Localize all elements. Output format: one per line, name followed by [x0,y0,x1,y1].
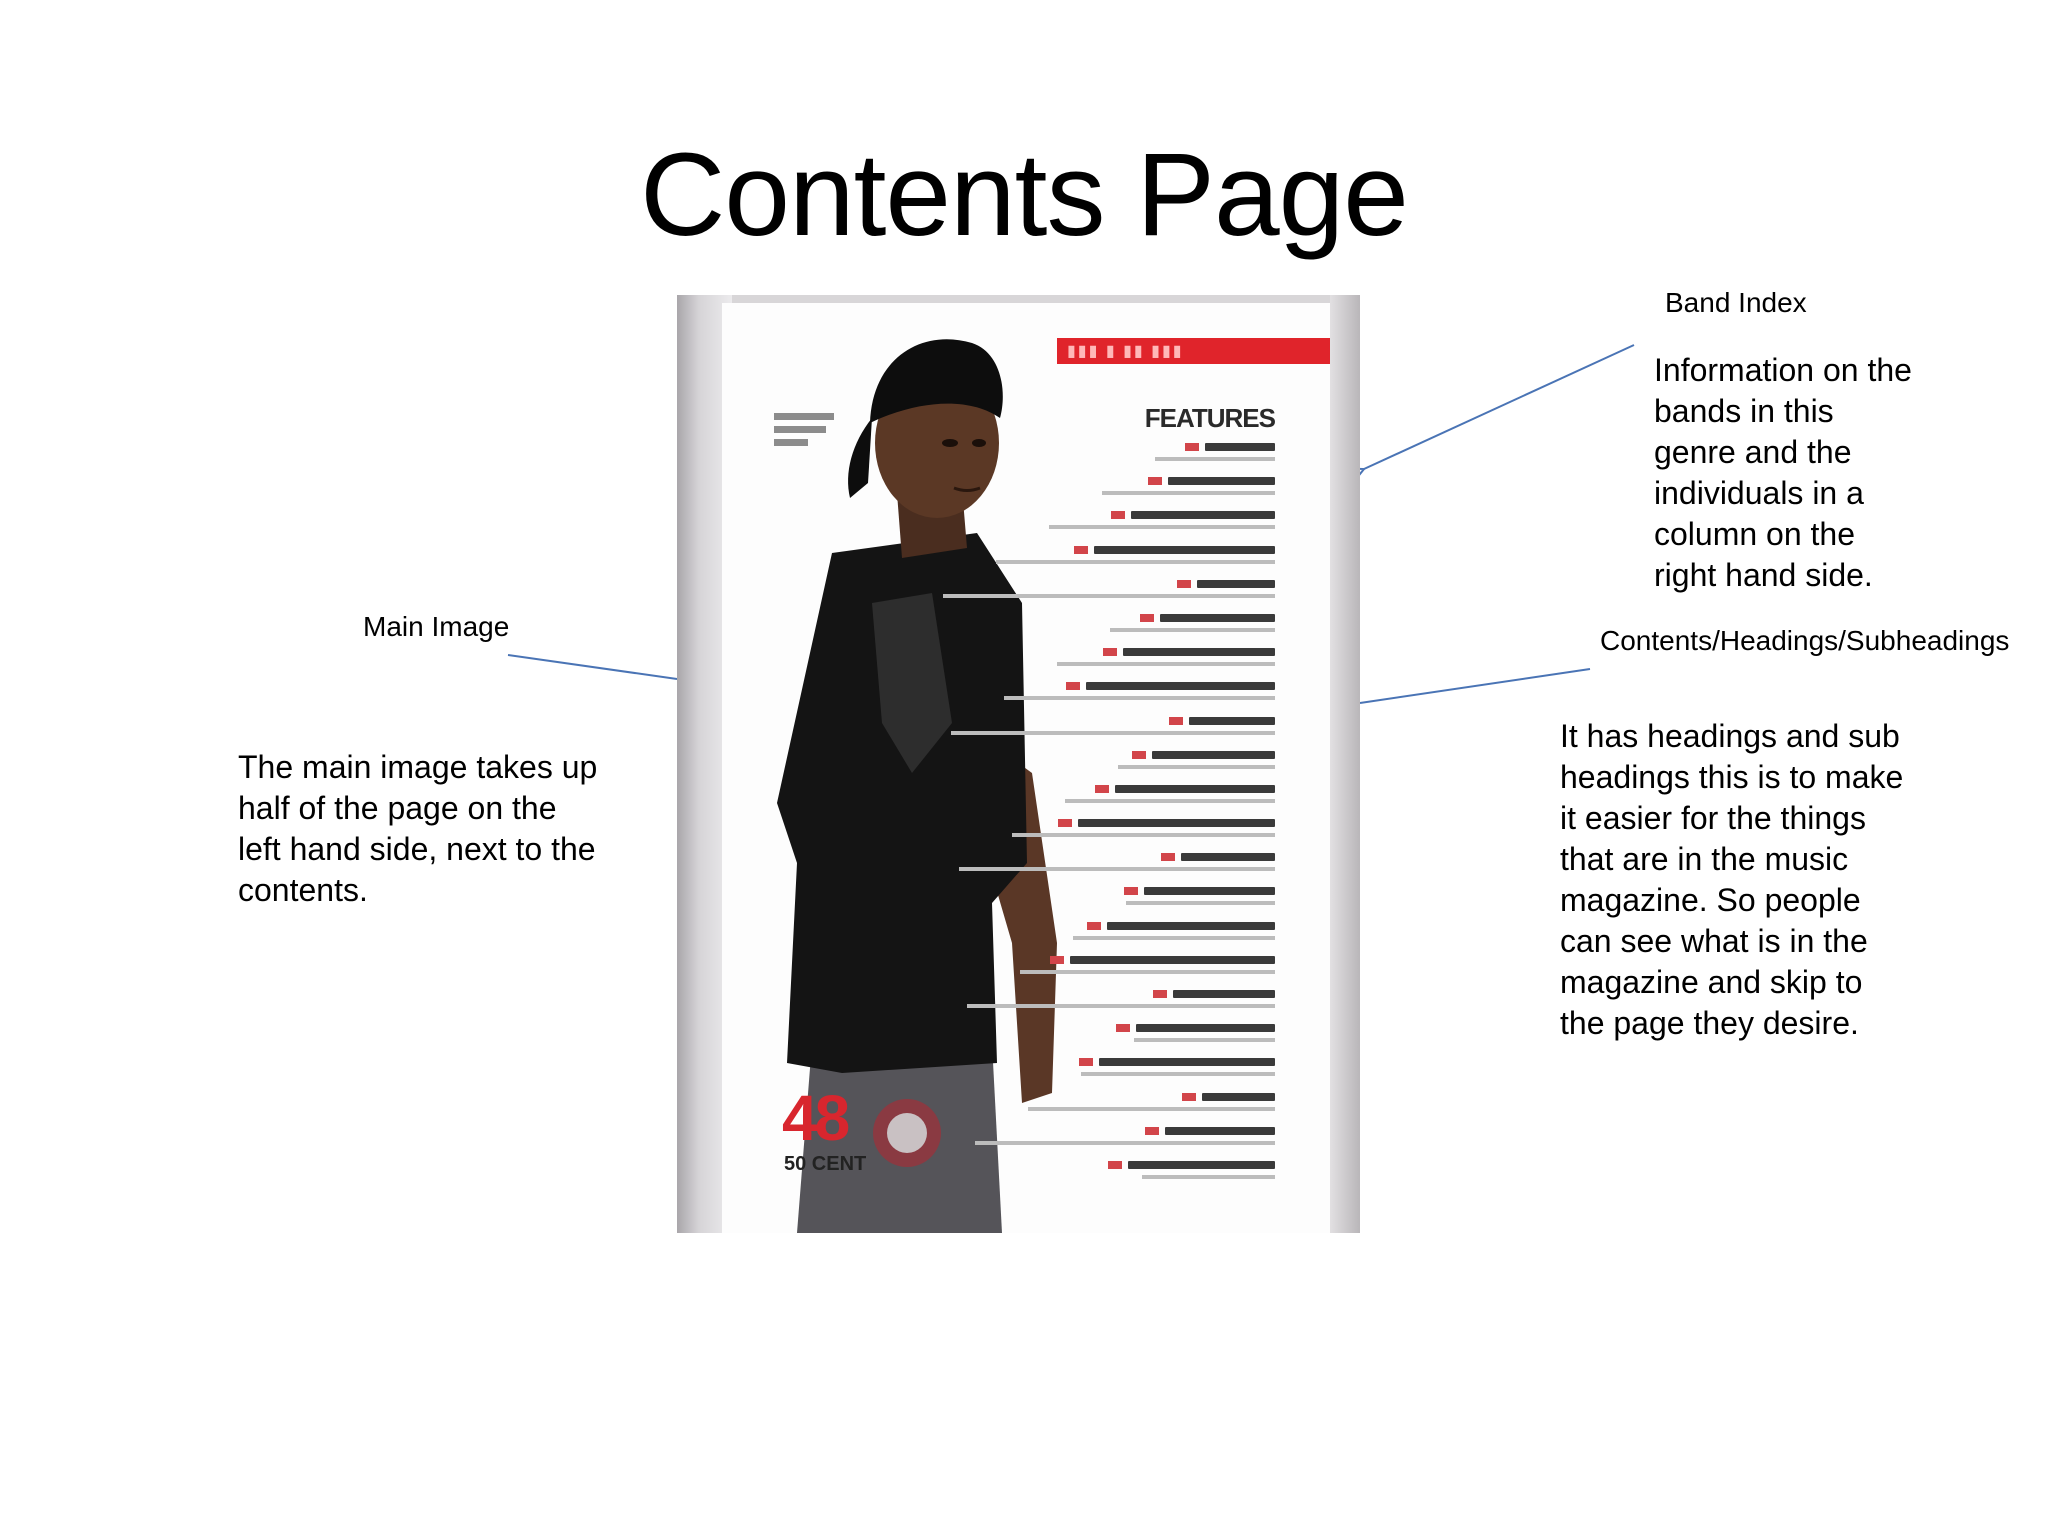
toc-entry [855,612,1275,646]
toc-entry [855,1125,1275,1159]
main-image-description: The main image takes up half of the page on the left hand side, next to the contents. [238,749,598,908]
main-image-label: Main Image [363,611,510,642]
page-edge [1330,295,1360,1233]
magazine-contents-image [677,295,1360,1233]
toc-entry [855,1091,1275,1125]
toc-entry [855,578,1275,612]
toc-entry [855,1022,1275,1056]
toc-entry [855,646,1275,680]
toc-entry [855,544,1275,578]
toc-entry [855,441,1275,475]
main-image-connector [508,655,677,679]
toc-entry [855,783,1275,817]
contents-description: It has headings and sub headings this is to make it easier for the things that are in the music magazine. So people can see what is in the magazine and skip to the page they desire. [1560,718,1904,1041]
magazine-page [722,303,1330,1233]
toc-entry [855,509,1275,543]
toc-entry [855,715,1275,749]
toc-entry [855,988,1275,1022]
toc-entry [855,1159,1275,1193]
toc-entry [855,749,1275,783]
toc-list [855,441,1275,1193]
toc-entry [855,851,1275,885]
features-heading: FEATURES [1144,403,1275,433]
toc-entry [855,680,1275,714]
cover-page-number: 48 [782,1082,848,1154]
toc-entry [855,954,1275,988]
toc-entry [855,475,1275,509]
header-bar: ▮▮▮ ▮ ▮▮ ▮▮▮ [1057,338,1357,364]
band-index-description: Information on the bands in this genre and the individuals in a column on the right hand side. [1654,352,1912,593]
toc-entry [855,1056,1275,1090]
band-index-arrow [1364,345,1634,469]
contents-label: Contents/Headings/Subheadings [1600,625,2010,656]
toc-entry [855,885,1275,919]
cover-artist-name: 50 CENT [784,1153,867,1175]
issue-date-block [774,413,844,452]
band-index-label: Band Index [1665,287,1807,318]
toc-entry [855,817,1275,851]
slide-title: Contents Page [640,129,1408,261]
contents-connector [1360,669,1590,703]
toc-entry [855,920,1275,954]
